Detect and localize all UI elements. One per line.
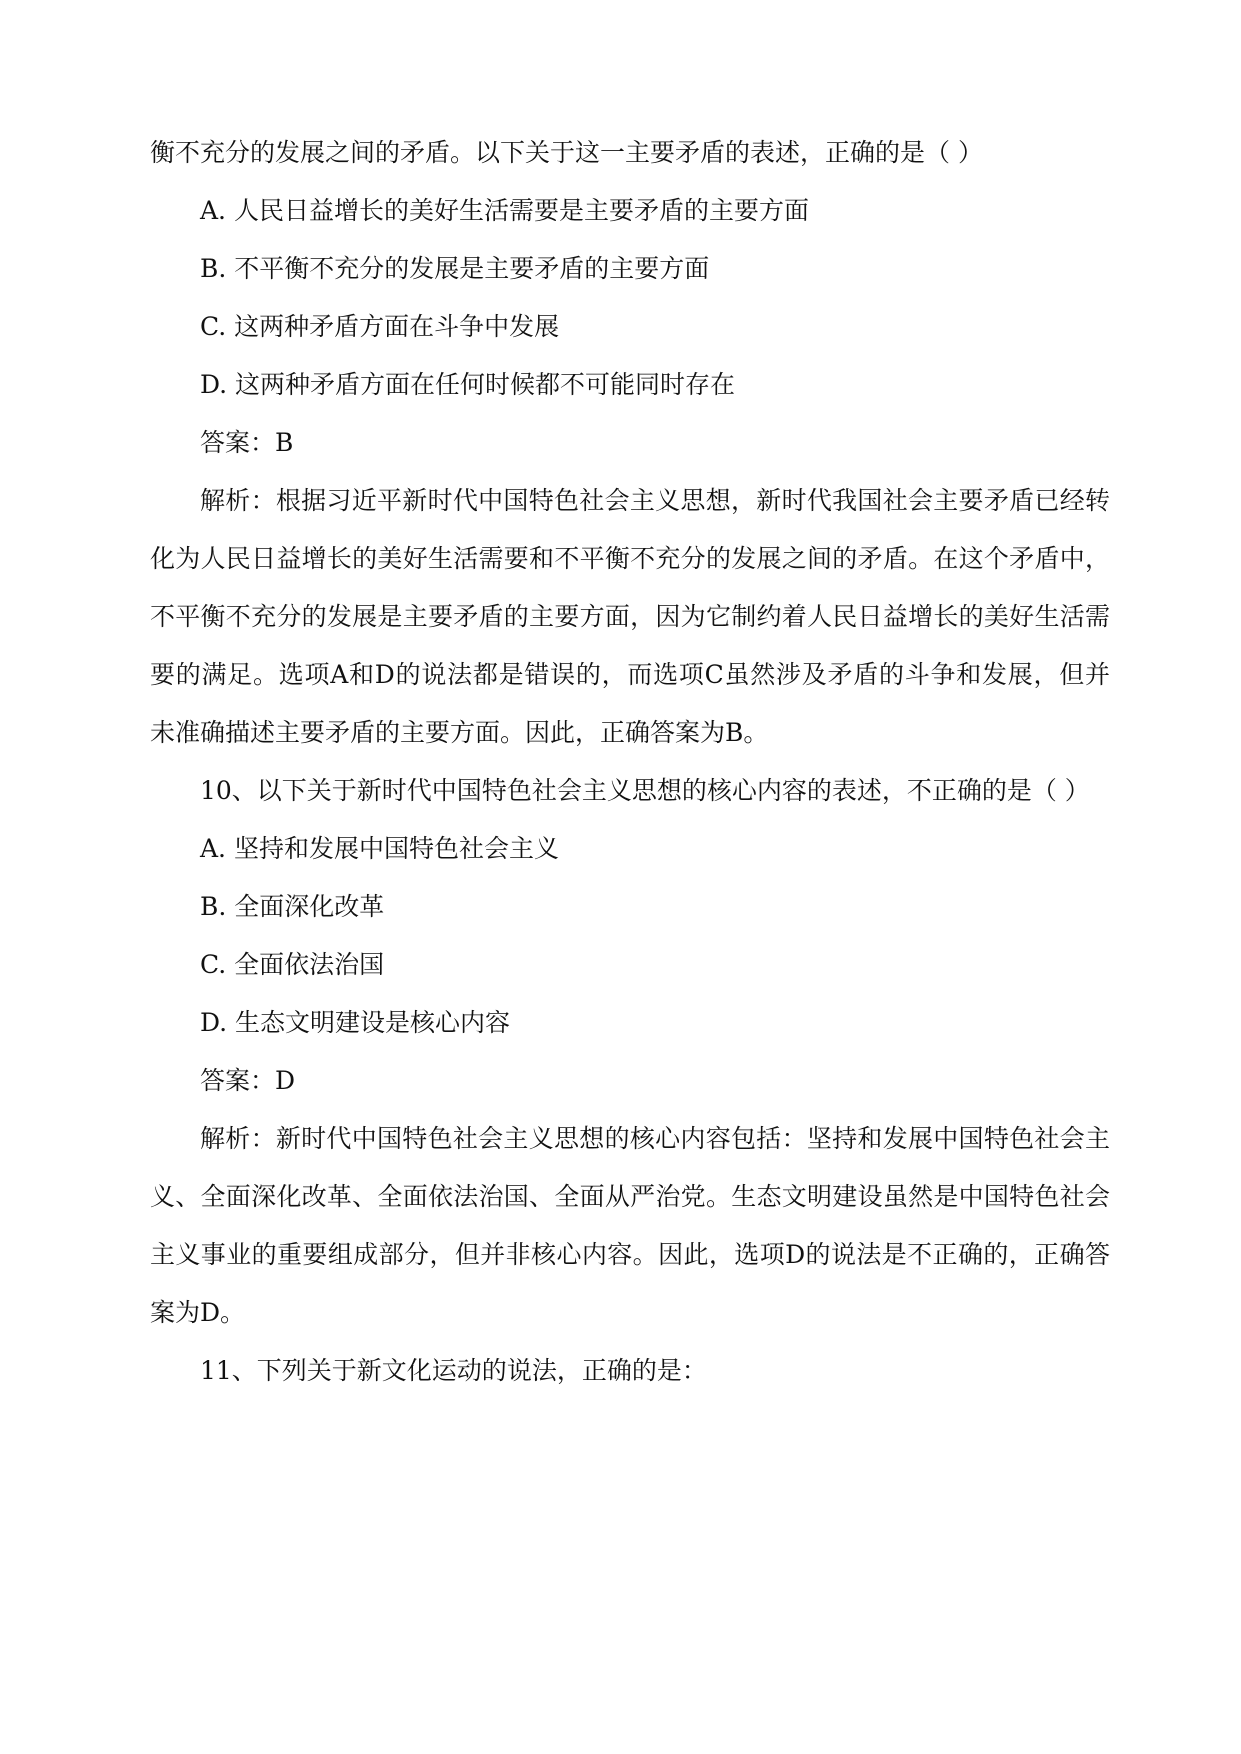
q9-analysis-line: 不平衡不充分的发展是主要矛盾的主要方面，因为它制约着人民日益增长的美好生活需 [150,602,1110,631]
q9-analysis-line: 要的满足。选项A和D的说法都是错误的，而选项C虽然涉及矛盾的斗争和发展，但并 [150,660,1110,689]
q10-option-b: B. 全面深化改革 [200,892,385,921]
q10-analysis-line: 解析：新时代中国特色社会主义思想的核心内容包括：坚持和发展中国特色社会主 [200,1124,1110,1153]
q10-stem: 10、以下关于新时代中国特色社会主义思想的核心内容的表述，不正确的是（ ） [200,776,1090,805]
q9-option-d: D. 这两种矛盾方面在任何时候都不可能同时存在 [200,370,736,399]
q9-option-a: A. 人民日益增长的美好生活需要是主要矛盾的主要方面 [200,196,809,225]
q9-analysis-line: 未准确描述主要矛盾的主要方面。因此，正确答案为B。 [150,718,769,747]
q10-option-a: A. 坚持和发展中国特色社会主义 [200,834,559,863]
q9-analysis-line: 化为人民日益增长的美好生活需要和不平衡不充分的发展之间的矛盾。在这个矛盾中， [150,544,1110,573]
q10-option-c: C. 全面依法治国 [200,950,385,979]
q9-analysis-line: 解析：根据习近平新时代中国特色社会主义思想，新时代我国社会主要矛盾已经转 [200,486,1110,515]
q10-analysis-line: 案为D。 [150,1298,246,1327]
q10-analysis-line: 主义事业的重要组成部分，但并非核心内容。因此，选项D的说法是不正确的，正确答 [150,1240,1110,1269]
q10-option-d: D. 生态文明建设是核心内容 [200,1008,511,1037]
q11-stem: 11、下列关于新文化运动的说法，正确的是： [200,1356,707,1385]
q10-analysis-line: 义、全面深化改革、全面依法治国、全面从严治党。生态文明建设虽然是中国特色社会 [150,1182,1110,1211]
q9-option-c: C. 这两种矛盾方面在斗争中发展 [200,312,560,341]
q9-answer: 答案：B [200,428,294,457]
q9-stem-tail: 衡不充分的发展之间的矛盾。以下关于这一主要矛盾的表述，正确的是（ ） [150,138,983,167]
q9-option-b: B. 不平衡不充分的发展是主要矛盾的主要方面 [200,254,710,283]
q10-answer: 答案：D [200,1066,296,1095]
